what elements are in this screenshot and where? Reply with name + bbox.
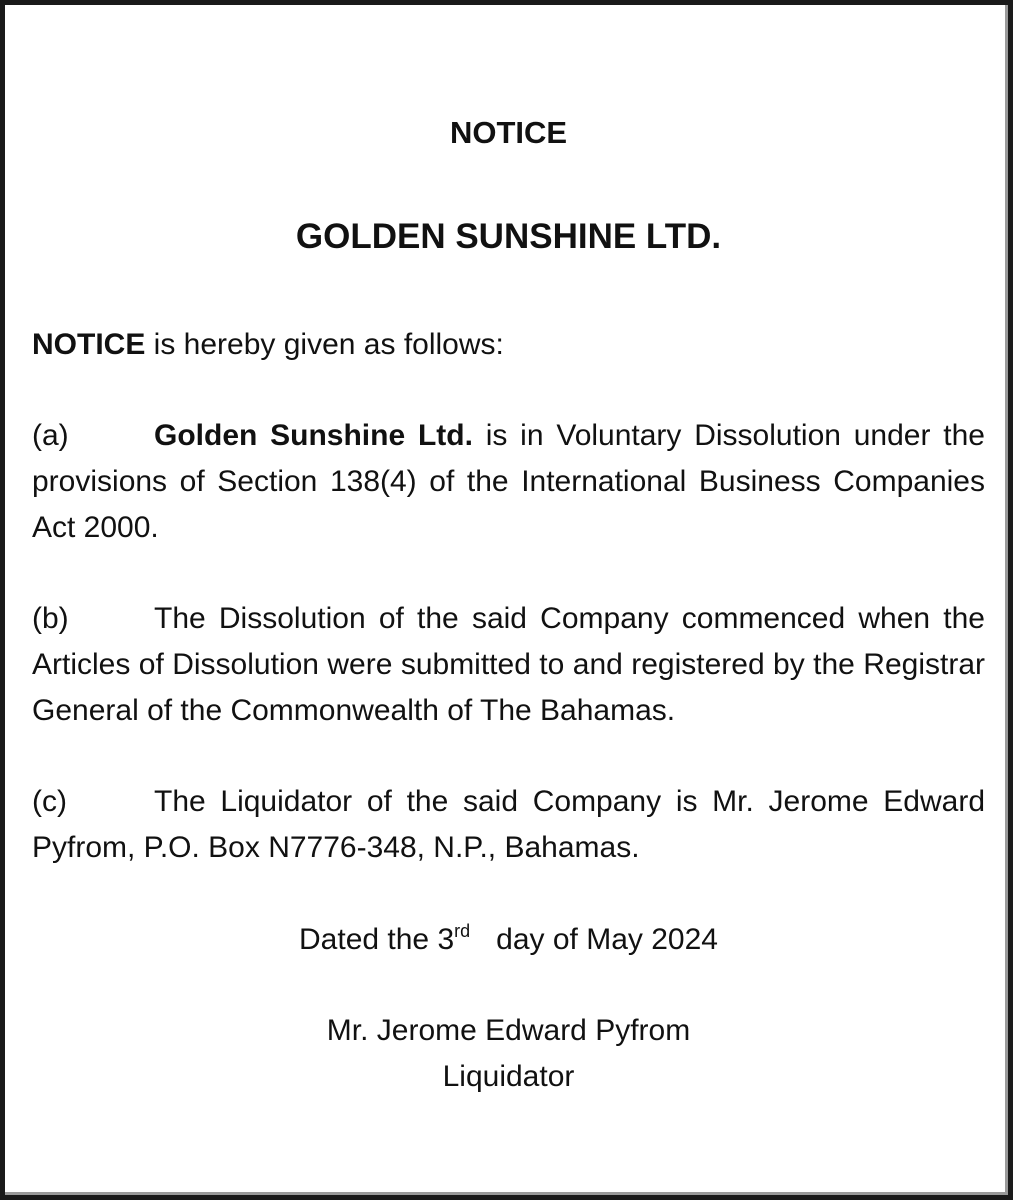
intro-lead-bold: NOTICE [32, 328, 146, 361]
clause-text: The Liquidator of the said Company is Mr. Jerome Edward Pyfrom, P.O. Box N7776-348, N.P., Bahamas. [32, 785, 985, 864]
clause-c [32, 779, 985, 871]
clause-text: is in Voluntary Dissolution under the provisions of Section 138(4) of the International Business Companies Act 2000. [32, 419, 985, 544]
clause-a-company-name: Golden Sunshine Ltd. [154, 419, 473, 452]
intro-paragraph [32, 322, 985, 368]
intro-text: is hereby given as follows: [145, 328, 504, 361]
signatory-title: Liquidator [442, 1060, 575, 1093]
clause-a [32, 413, 985, 551]
signature-block [32, 1008, 985, 1100]
company-name-heading: GOLDEN SUNSHINE LTD. [295, 217, 722, 256]
dated-prefix: Dated the 3 [299, 923, 455, 956]
notice-heading: NOTICE [449, 115, 568, 150]
clause-text: The Dissolution of the said Company commenced when the Articles of Dissolution were submitted to and registered by the Registrar General of the Commonwealth of The Bahamas. [32, 602, 985, 727]
dated-line [32, 917, 985, 963]
clause-letter: (a) [32, 419, 69, 452]
dated-suffix: day of May 2024 [496, 923, 718, 956]
notice-body [32, 110, 985, 1100]
clause-letter: (b) [32, 602, 69, 635]
clause-letter: (c) [32, 785, 67, 818]
signatory-name: Mr. Jerome Edward Pyfrom [326, 1014, 691, 1047]
clause-b [32, 596, 985, 734]
dated-ordinal-suffix: rd [454, 921, 471, 941]
